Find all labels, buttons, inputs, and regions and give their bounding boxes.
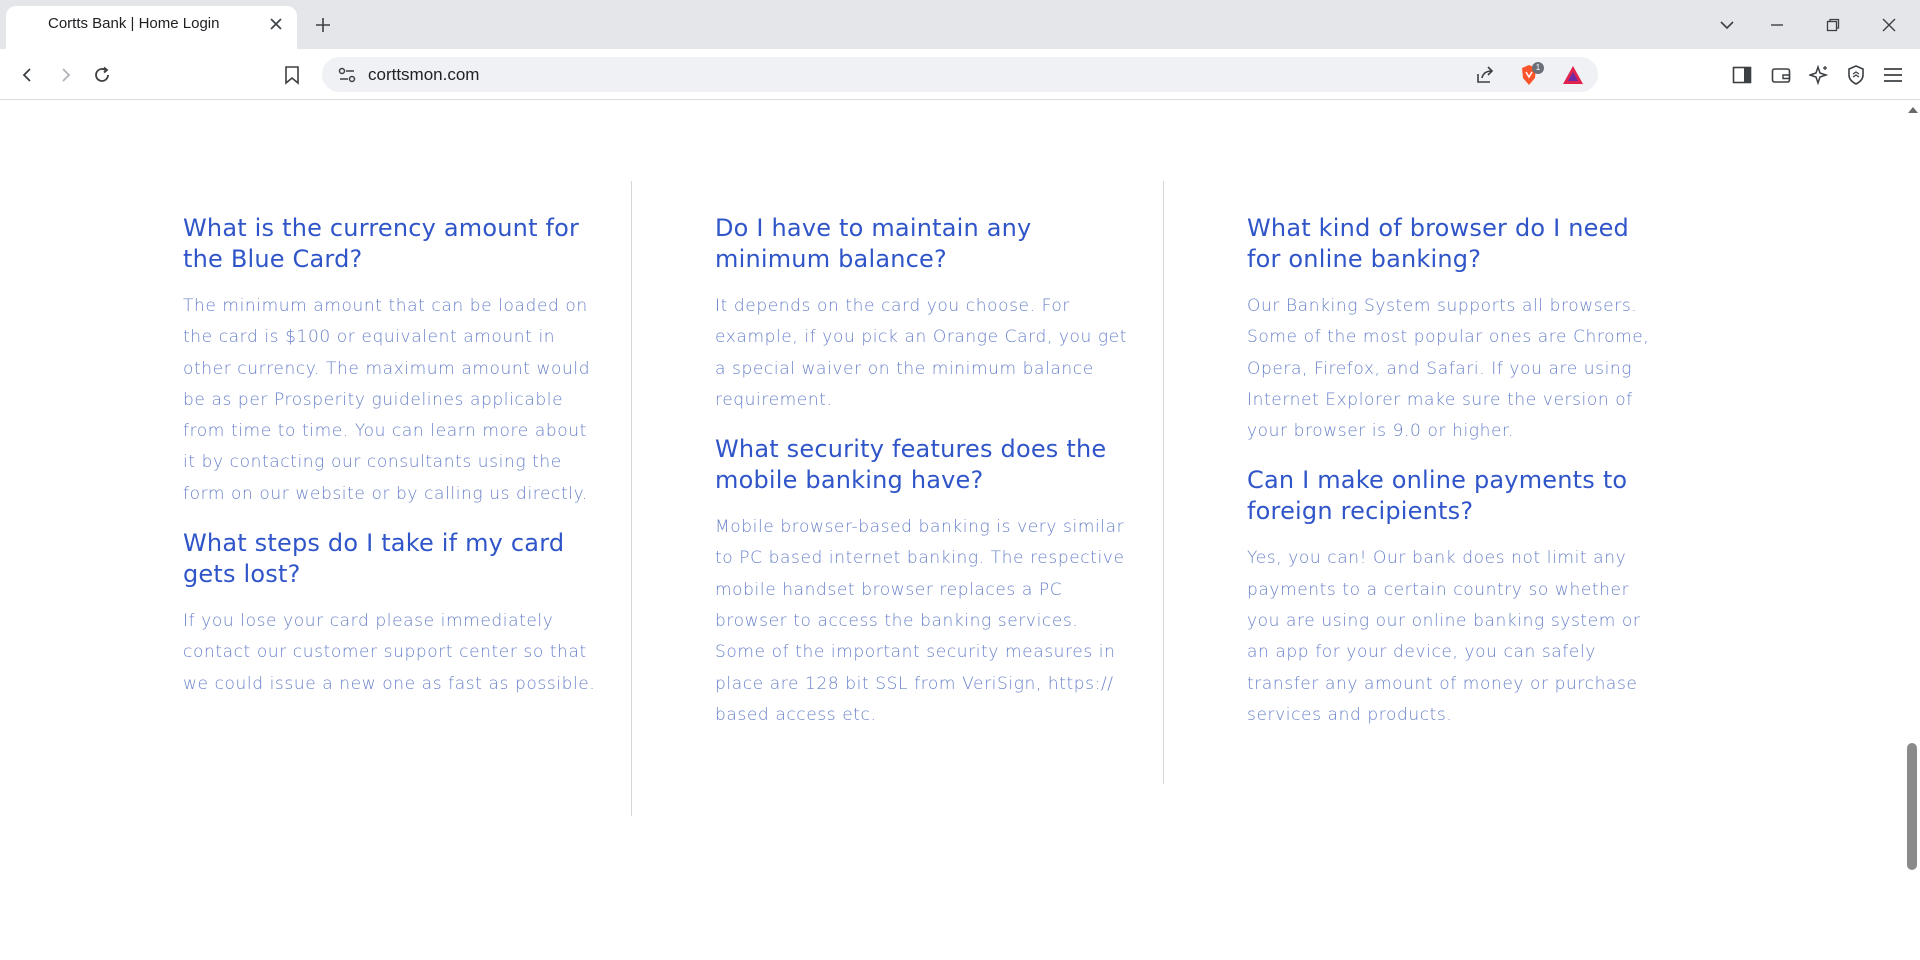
faq-column-3	[1247, 213, 1665, 749]
site-info-icon[interactable]	[334, 62, 360, 88]
page-scrollbar[interactable]	[1904, 101, 1920, 960]
restore-window-icon[interactable]	[1820, 12, 1846, 38]
shields-badge-count: 1	[1532, 62, 1544, 74]
column-divider-1	[631, 181, 632, 816]
faq-column-1	[183, 213, 601, 718]
faq-answer: Yes, you can! Our bank does not limit any payments to a certain country so whether you are using our online banking system or an app for your device, you can safely transfer any amount of money or purchase services and products.	[1247, 548, 1641, 725]
tab-search-chevron-down-icon[interactable]	[1714, 12, 1740, 38]
faq-question: What security features does the mobile banking have?	[715, 435, 1107, 495]
browser-tab-active[interactable]	[6, 6, 297, 49]
faq-answer: Our Banking System supports all browsers. Some of the most popular ones are Chrome, Opera, Firefox, and Safari. If you are using Internet Explorer make sure the version of your browser is 9.0 or higher.	[1247, 296, 1650, 442]
address-bar[interactable]	[322, 57, 1598, 92]
faq-column-2	[715, 213, 1133, 749]
wallet-icon[interactable]	[1767, 61, 1795, 89]
vpn-shield-icon[interactable]	[1842, 61, 1870, 89]
faq-answer: The minimum amount that can be loaded on the card is $100 or equivalent amount in other currency. The maximum amount would be as per Prosperity guidelines applicable from time to time. You can learn more about it by contacting our consultants using the form on our website or by calling us directly.	[183, 296, 591, 504]
faq-question: What steps do I take if my card gets lost?	[183, 529, 565, 589]
bookmark-icon[interactable]	[278, 61, 306, 89]
close-tab-icon[interactable]	[266, 14, 286, 34]
faq-question: Can I make online payments to foreign recipients?	[1247, 466, 1628, 526]
back-arrow-icon[interactable]	[14, 61, 42, 89]
tab-strip	[0, 0, 1920, 49]
sidebar-panel-icon[interactable]	[1728, 61, 1756, 89]
faq-answer: If you lose your card please immediately contact our customer support center so that we could issue a new one as fast as possible.	[183, 611, 596, 694]
new-tab-plus-icon[interactable]	[312, 14, 334, 36]
brave-shields-icon[interactable]	[1516, 62, 1542, 88]
scrollbar-thumb[interactable]	[1907, 743, 1917, 870]
tab-title: Cortts Bank | Home Login	[48, 15, 220, 32]
browser-toolbar	[0, 49, 1920, 100]
url-text[interactable]: corttsmon.com	[368, 65, 480, 84]
brave-rewards-icon[interactable]	[1560, 62, 1586, 88]
faq-question: Do I have to maintain any minimum balance?	[715, 214, 1032, 273]
scroll-up-arrow-icon[interactable]	[1908, 107, 1918, 113]
faq-answer: Mobile browser-based banking is very similar to PC based internet banking. The respective mobile handset browser replaces a PC browser to access the banking services. Some of the important security measures in place are 128 bit SSL from VeriSign, https:// based access etc.	[715, 517, 1125, 725]
reload-icon[interactable]	[88, 61, 116, 89]
minimize-window-icon[interactable]	[1764, 12, 1790, 38]
forward-arrow-icon[interactable]	[51, 61, 79, 89]
leo-ai-sparkle-icon[interactable]	[1805, 61, 1833, 89]
faq-answer: It depends on the card you choose. For example, if you pick an Orange Card, you get a special waiver on the minimum balance requirement.	[715, 296, 1128, 410]
faq-question: What kind of browser do I need for online banking?	[1247, 214, 1629, 273]
page-viewport	[0, 101, 1904, 960]
column-divider-2	[1163, 181, 1164, 784]
share-icon[interactable]	[1472, 62, 1498, 88]
close-window-icon[interactable]	[1876, 12, 1902, 38]
faq-question: What is the currency amount for the Blue Card?	[183, 214, 580, 273]
main-menu-hamburger-icon[interactable]	[1879, 61, 1907, 89]
